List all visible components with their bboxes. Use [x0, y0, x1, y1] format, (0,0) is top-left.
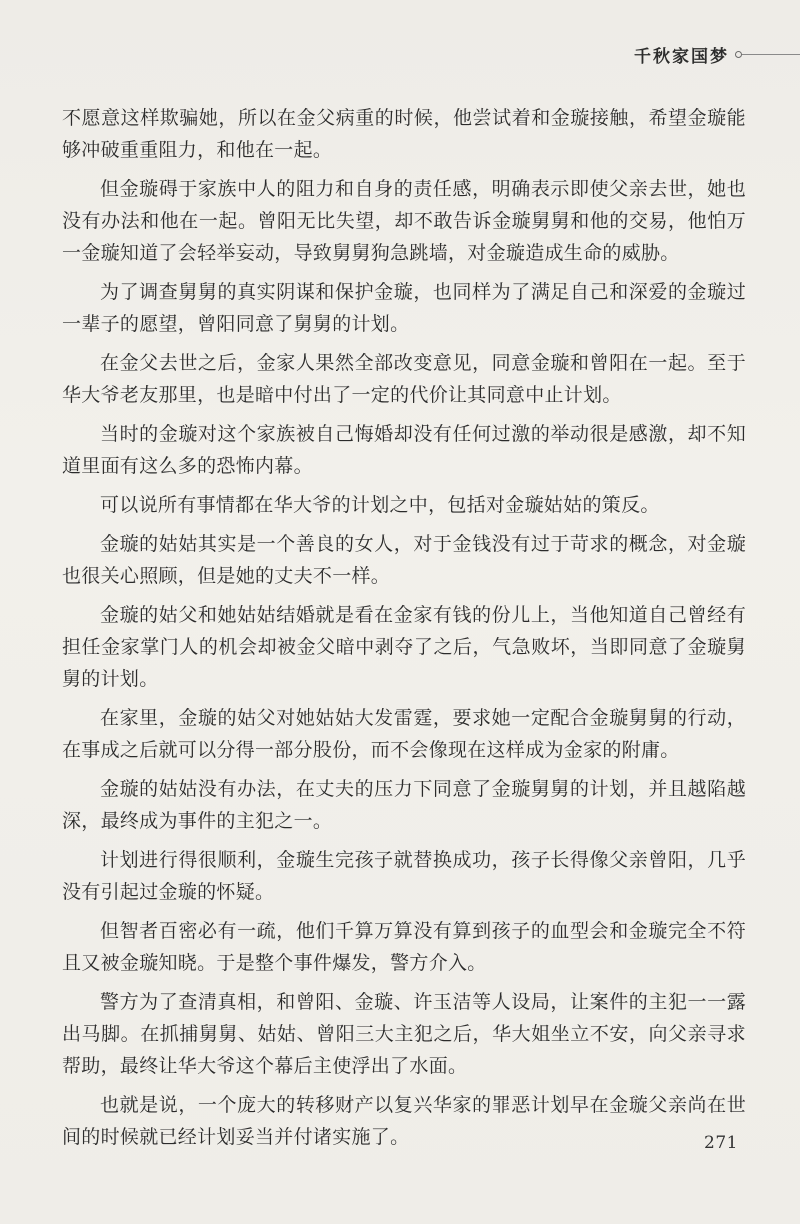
- paragraph: 但智者百密必有一疏，他们千算万算没有算到孩子的血型会和金璇完全不符且又被金璇知晓。于是整个事件爆发，警方介入。: [62, 920, 746, 974]
- paragraph: 当时的金璇对这个家族被自己悔婚却没有任何过激的举动很是感激，却不知道里面有这么多的恐怖内幕。: [62, 423, 746, 477]
- paragraph: 在家里，金璇的姑父对她姑姑大发雷霆，要求她一定配合金璇舅舅的行动，在事成之后就可以分得一部分股份，而不会像现在这样成为金家的附庸。: [62, 707, 746, 761]
- header-ornament-circle-icon: [735, 51, 742, 58]
- paragraph: 金璇的姑父和她姑姑结婚就是看在金家有钱的份儿上，当他知道自己曾经有担任金家掌门人的机会却被金父暗中剥夺了之后，气急败坏，当即同意了金璇舅舅的计划。: [62, 604, 746, 690]
- paragraph: 金璇的姑姑其实是一个善良的女人，对于金钱没有过于苛求的概念，对金璇也很关心照顾，但是她的丈夫不一样。: [62, 533, 746, 587]
- paragraph: 可以说所有事情都在华大爷的计划之中，包括对金璇姑姑的策反。: [100, 494, 660, 516]
- paragraph: 在金父去世之后，金家人果然全部改变意见，同意金璇和曾阳在一起。至于华大爷老友那里，也是暗中付出了一定的代价让其同意中止计划。: [62, 352, 746, 406]
- header-rule: [742, 54, 800, 55]
- paragraph: 警方为了查清真相，和曾阳、金璇、许玉洁等人设局，让案件的主犯一一露出马脚。在抓捕舅舅、姑姑、曾阳三大主犯之后，华大姐坐立不安，向父亲寻求帮助，最终让华大爷这个幕后主使浮出了水面。: [62, 991, 746, 1077]
- running-title: 千秋家国梦: [634, 46, 729, 67]
- paragraph: 也就是说，一个庞大的转移财产以复兴华家的罪恶计划早在金璇父亲尚在世间的时候就已经计划妥当并付诸实施了。: [62, 1094, 746, 1148]
- paragraph: 计划进行得很顺利，金璇生完孩子就替换成功，孩子长得像父亲曾阳，几乎没有引起过金璇的怀疑。: [62, 849, 746, 903]
- paragraph: 金璇的姑姑没有办法，在丈夫的压力下同意了金璇舅舅的计划，并且越陷越深，最终成为事件的主犯之一。: [62, 778, 746, 832]
- paragraph: 为了调查舅舅的真实阴谋和保护金璇，也同样为了满足自己和深爱的金璇过一辈子的愿望，曾阳同意了舅舅的计划。: [62, 281, 746, 335]
- paragraph: 不愿意这样欺骗她，所以在金父病重的时候，他尝试着和金璇接触，希望金璇能够冲破重重阻力，和他在一起。: [62, 107, 746, 161]
- paragraph: 但金璇碍于家族中人的阻力和自身的责任感，明确表示即使父亲去世，她也没有办法和他在一起。曾阳无比失望，却不敢告诉金璇舅舅和他的交易，他怕万一金璇知道了会轻举妄动，导致舅舅狗急跳墙，对金璇造成生命的威胁。: [62, 178, 746, 264]
- body-text: [62, 102, 746, 1160]
- page-number: 271: [704, 1133, 738, 1153]
- running-header: [634, 40, 800, 68]
